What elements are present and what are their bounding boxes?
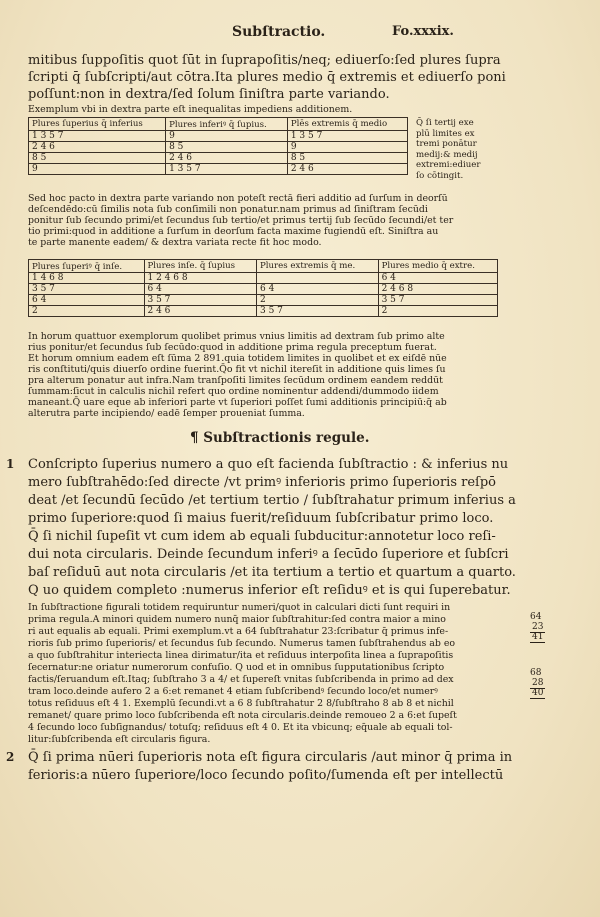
commentary-line: litur:ſubſcribenda eſt circularis figura. [28,734,211,745]
calc-minuend: 64 [530,612,542,622]
paragraph-line: alterutra parte incipiendo/ eadē ſemper proueniat ſumma. [28,408,305,419]
section-heading [190,430,369,446]
paragraph-line: rius ponitur/et ſecundus ſub ſecūdo:quod in additione prima regula preceptum fuerat. [28,342,437,353]
rule-line: Conſcripto ſuperius numero a quo eſt facienda ſubſtractio : & inferius nu [28,457,509,472]
rule-number: 2 [6,750,15,764]
paragraph-line: pra alterum ponatur aut infra.Nam tranſpoſiti limites ſecūdum ordinem eandem reddūt [28,375,443,386]
table-side-note [416,118,480,182]
commentary-line: factis/ſeruandum eſt.Itaq; ſubſtraho 3 a 4/ et ſupereſt vnitas ſubſcribenda in primo ad dex [28,674,454,685]
table-header: Plures ſuperius q̄ inferius [29,118,166,131]
table-cell: 3 5 7 [29,284,145,295]
side-note-line: extremi:ediuer [416,160,481,171]
folio-number: Fo.xxxix. [392,24,454,39]
paragraph-line: In horum quattuor exemplorum quolibet primus vnius limitis ad dextram ſub primo alte [28,331,445,342]
intro-line: mitibus ſuppoſitis quot ſūt in ſuprapoſitis/neq; ediuerſo:ſed plures ſupra [28,53,501,68]
table-header: Plures ſuperiꝰ q̄ inſe. [29,260,145,273]
paragraph-line: tio primi:quod in additione a ſurſum in deorſum facta maxime fugiendū eſt. Siniſtra au [28,226,439,237]
table-cell: 2 [378,306,497,317]
calc-subtrahend: 23 [532,622,544,632]
commentary-line: 4 ſecundo loco ſubſignandus/ totuſq; reſiduus eſt 4 0. Et ita vbicunq; eq̄uale ab equali tol- [28,722,453,733]
side-note-line: medij:& medij [416,149,478,160]
margin-calculation [522,668,545,698]
table-cell: 2 4 6 [287,164,407,175]
paragraph-line: ris conſtituti/quis diuerſo ordine fuerint.Q̄o fit vt nichil itereſit in additione quis limes ſu [28,364,446,375]
example-table-1 [28,117,408,175]
table-cell: 2 4 6 [29,142,166,153]
paragraph-line: maneant.Q̄ uare eque ab inferiori parte vt ſuperiori poſſet ſumi additionis principiū:q̄ ab [28,397,447,408]
paragraph-line: ſummam:ſicut in calculis nichil refert quo ordine nominentur addendi/dummodo iidem [28,386,439,397]
table-header: Plures inferiꝰ q̄ ſupius. [166,118,288,131]
table-cell: 6 4 [378,273,497,284]
running-title: Subſtractio. [232,24,326,40]
side-note-line: Q̄ ſi tertij exe [416,118,474,128]
table-cell: 1 4 6 8 [29,273,145,284]
table-header: Plures medio q̄ extre. [378,260,497,273]
rule-line: baſ reſiduū aut nota circularis /et ita tertium a tertio et quartum a quarto. [28,565,516,580]
table-cell: 8 5 [29,153,166,164]
table-cell: 1 2 4 6 8 [144,273,256,284]
paragraph-line: te parte manente eadem/ & dextra variata recte fit hoc modo. [28,237,322,248]
table-cell: 2 4 6 [144,306,256,317]
table-cell: 8 5 [287,153,407,164]
commentary-line: ſecernatur:ne oriatur numerorum confuſio. Q uod et in omnibus ſupputationibus ſcripto [28,662,445,673]
side-note-line: plū limites ex [416,128,475,139]
calc-remainder: 40 [532,688,544,698]
table-header: Plēs extremis q̄ medio [287,118,407,131]
commentary-line: prima regula.A minori quidem numero nunq̄ maior ſubſtrahitur:ſed contra maior a mino [28,614,446,625]
table-cell: 3 5 7 [378,295,497,306]
table-cell: 1 3 5 7 [287,131,407,142]
side-note-line: ſo cōtingit. [416,170,464,181]
table-cell: 2 4 6 8 [378,284,497,295]
table-cell: 3 5 7 [144,295,256,306]
rule-number: 1 [6,457,15,471]
table-cell: 9 [287,142,407,153]
rule-line: mero ſubſtrahēdo:ſed directe /vt primꝰ inferioris primo ſuperioris reſpō [28,475,497,490]
table-cell: 2 [256,295,378,306]
table-header: Plures extremis q̄ me. [256,260,378,273]
commentary-line: In ſubſtractione figurali totidem requiruntur numeri/quot in calculari dicti ſunt requiri in [28,602,451,613]
calc-remainder: 41 [532,632,544,642]
table-cell: 6 4 [256,284,378,295]
paragraph-line: deſcendēdo:cū ſimilis nota ſub conſimili non ponatur.nam primus ad ſiniſtram ſecūdi [28,204,428,215]
rule-line: ferioris:a nūero ſuperiore/loco ſecundo poſito/ſumenda eſt per intellectū [28,768,504,783]
commentary-line: ri aut equalis ab equali. Primi exemplum.vt a 64 ſubſtrahatur 23:ſcribatur q̄ primus infe- [28,626,449,637]
paragraph-line: Sed hoc pacto in dextra parte variando non poteſt rectā fieri additio ad ſurſum in deorſū [28,193,448,204]
example-table-2 [28,259,498,317]
rule-line: Q uo quidem completo :numerus inferior eſt reſiduꝰ et is qui ſuperebatur. [28,583,511,598]
table-cell: 2 4 6 [166,153,288,164]
rule-line: dui nota circularis. Deinde ſecundum inferiꝰ a ſecūdo ſuperiore et ſubſcri [28,547,509,562]
calc-subtrahend: 28 [532,678,544,688]
table-cell: 8 5 [166,142,288,153]
commentary-line: remanet/ quare primo loco ſubſcribenda eſt nota circularis.deinde remoueo 2 a 6:et ſupeſt [28,710,457,721]
paragraph-line: Et horum omnium eadem eſt ſūma 2 891.quia totidem limites in quolibet et ex eiſdē nūe [28,353,447,364]
table-cell: 3 5 7 [256,306,378,317]
table-cell: 6 4 [144,284,256,295]
commentary-line: a quo ſubſtrahitur interiecta linea dirimatur/ita et reſiduus interpoſita linea a ſuprapoſitis [28,650,454,661]
rule-line: deat /et ſecundū ſecūdo /et tertium tertio / ſubſtrahatur primum inferius a [28,493,516,508]
rule-line: primo ſuperiore:quod ſi maius fuerit/reſiduum ſubſcribatur primo loco. [28,511,494,526]
table-cell: 1 3 5 7 [166,164,288,175]
section-heading-text: Subſtractionis regule. [203,430,370,446]
margin-calculation [522,612,545,642]
intro-line: poſſunt:non in dextra/ſed ſolum ſiniſtra parte variando. [28,87,390,102]
table-cell: 9 [29,164,166,175]
running-header [232,24,532,44]
rule-line: Q̄ ſi prima nūeri ſuperioris nota eſt figura circularis /aut minor q̄ prima in [28,750,513,765]
calc-minuend: 68 [530,668,542,678]
table-header: Plures inſe. q̄ ſupius [144,260,256,273]
commentary-line: tram loco.deinde aufero 2 a 6:et remanet 4 etiam ſubſcribendꝰ ſecundo loco/et numerꝰ [28,686,438,697]
rule-line: Q̄ ſi nichil ſupeſit vt cum idem ab equali ſubducitur:annotetur loco reſi- [28,529,496,544]
commentary-line: totus reſiduus eſt 4 1. Exemplū ſecundi.vt a 6 8 ſubſtrahatur 2 8/ſubſtraho 8 ab 8 et nichil [28,698,454,709]
table-cell [256,273,378,284]
paragraph-line: ponitur ſub ſecundo primi/et ſecundus ſub tertio/et primus tertij ſub ſecūdo ſecundi/et ter [28,215,454,226]
commentary-line: rioris ſub primo ſuperioris/ et ſecundus ſub ſecundo. Numerus tamen ſubſtrahendus ab eo [28,638,456,649]
example-caption: Exemplum vbi in dextra parte eſt inequalitas impediens additionem. [28,104,353,115]
table-cell: 1 3 5 7 [29,131,166,142]
table-cell: 6 4 [29,295,145,306]
side-note-line: tremi ponātur [416,139,477,150]
table-cell: 2 [29,306,145,317]
pilcrow-icon: ¶ [190,430,199,446]
intro-line: ſcripti q̄ ſubſcripti/aut cōtra.Ita plures medio q̄ extremis et ediuerſo poni [28,70,506,85]
table-cell: 9 [166,131,288,142]
